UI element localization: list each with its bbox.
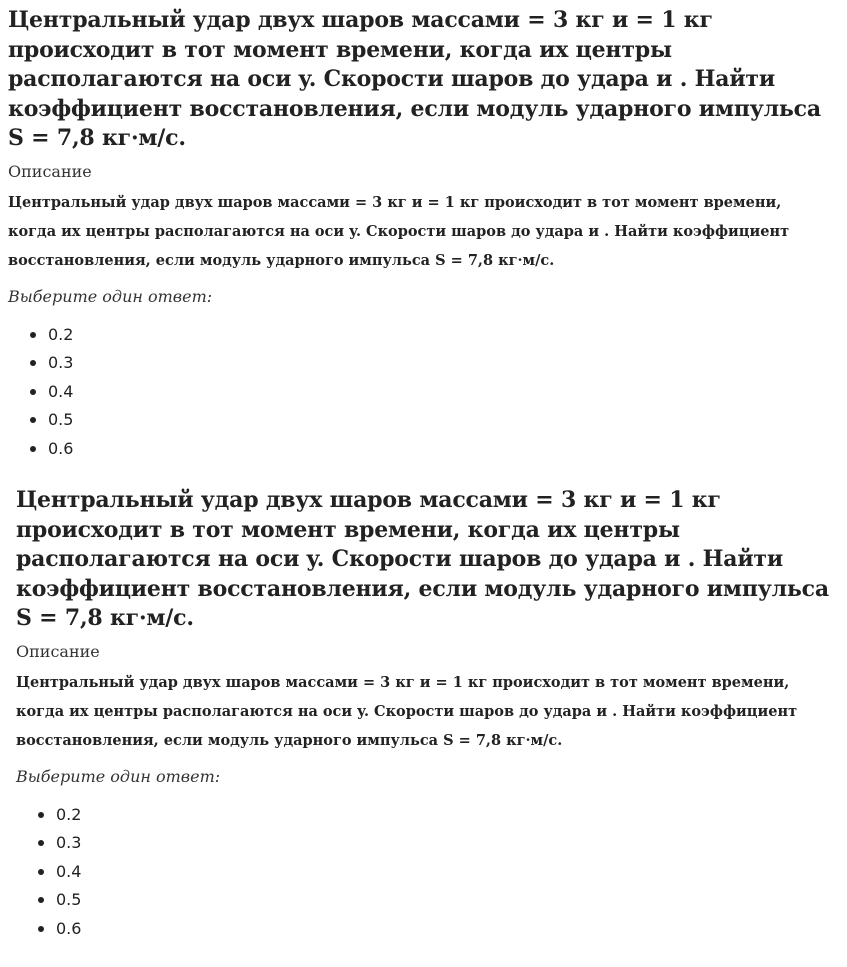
question-description: Центральный удар двух шаров массами = 3 кг и = 1 кг происходит в тот момент времени, когда их центры располагаются на оси y. Скорости шаров до удара и . Найти коэффициент восстановления, если модуль ударного импульса S = 7,8 кг·м/с.	[16, 673, 798, 749]
question-title: Центральный удар двух шаров массами = 3 кг и = 1 кг происходит в тот момент времени, когда их центры располагаются на оси y. Скорости шаров до удара и . Найти коэффициент восстановления, если модуль ударного импульса S = 7,8 кг·м/с.	[16, 487, 829, 631]
question-block-1	[8, 6, 838, 463]
bullet-icon	[30, 360, 36, 366]
answer-prompt: Выберите один ответ:	[16, 766, 221, 786]
bullet-icon	[38, 869, 44, 875]
answer-option[interactable]	[30, 349, 838, 378]
bullet-icon	[38, 840, 44, 846]
answer-list	[16, 801, 836, 944]
answer-option-label: 0.6	[56, 918, 82, 938]
description-label: Описание	[8, 161, 92, 181]
answer-option[interactable]	[30, 406, 838, 435]
answer-option-label: 0.5	[48, 410, 74, 429]
answer-prompt: Выберите один ответ:	[8, 286, 213, 306]
answer-option[interactable]	[38, 858, 836, 887]
answer-option-label: 0.4	[56, 861, 82, 881]
answer-option[interactable]	[38, 829, 836, 858]
description-label: Описание	[16, 641, 100, 661]
answer-option[interactable]	[38, 801, 836, 830]
answer-option[interactable]	[30, 435, 838, 464]
answer-list	[8, 321, 838, 464]
answer-option-label: 0.2	[48, 324, 74, 344]
bullet-icon	[30, 446, 36, 452]
bullet-icon	[30, 332, 36, 338]
question-block-2	[16, 486, 836, 943]
bullet-icon	[30, 417, 36, 423]
question-title: Центральный удар двух шаров массами = 3 кг и = 1 кг происходит в тот момент времени, когда их центры располагаются на оси y. Скорости шаров до удара и . Найти коэффициент восстановления, если модуль ударного импульса S = 7,8 кг·м/с.	[8, 7, 821, 151]
question-description: Центральный удар двух шаров массами = 3 кг и = 1 кг происходит в тот момент времени, когда их центры располагаются на оси y. Скорости шаров до удара и . Найти коэффициент восстановления, если модуль ударного импульса S = 7,8 кг·м/с.	[8, 193, 790, 269]
answer-option-label: 0.5	[56, 890, 82, 909]
answer-option-label: 0.4	[48, 381, 74, 401]
bullet-icon	[38, 897, 44, 903]
answer-option-label: 0.3	[56, 833, 82, 852]
answer-option-label: 0.2	[56, 804, 82, 824]
bullet-icon	[30, 389, 36, 395]
bullet-icon	[38, 812, 44, 818]
answer-option[interactable]	[30, 321, 838, 350]
answer-option-label: 0.6	[48, 438, 74, 458]
answer-option-label: 0.3	[48, 353, 74, 372]
bullet-icon	[38, 926, 44, 932]
answer-option[interactable]	[38, 915, 836, 944]
answer-option[interactable]	[30, 378, 838, 407]
answer-option[interactable]	[38, 886, 836, 915]
